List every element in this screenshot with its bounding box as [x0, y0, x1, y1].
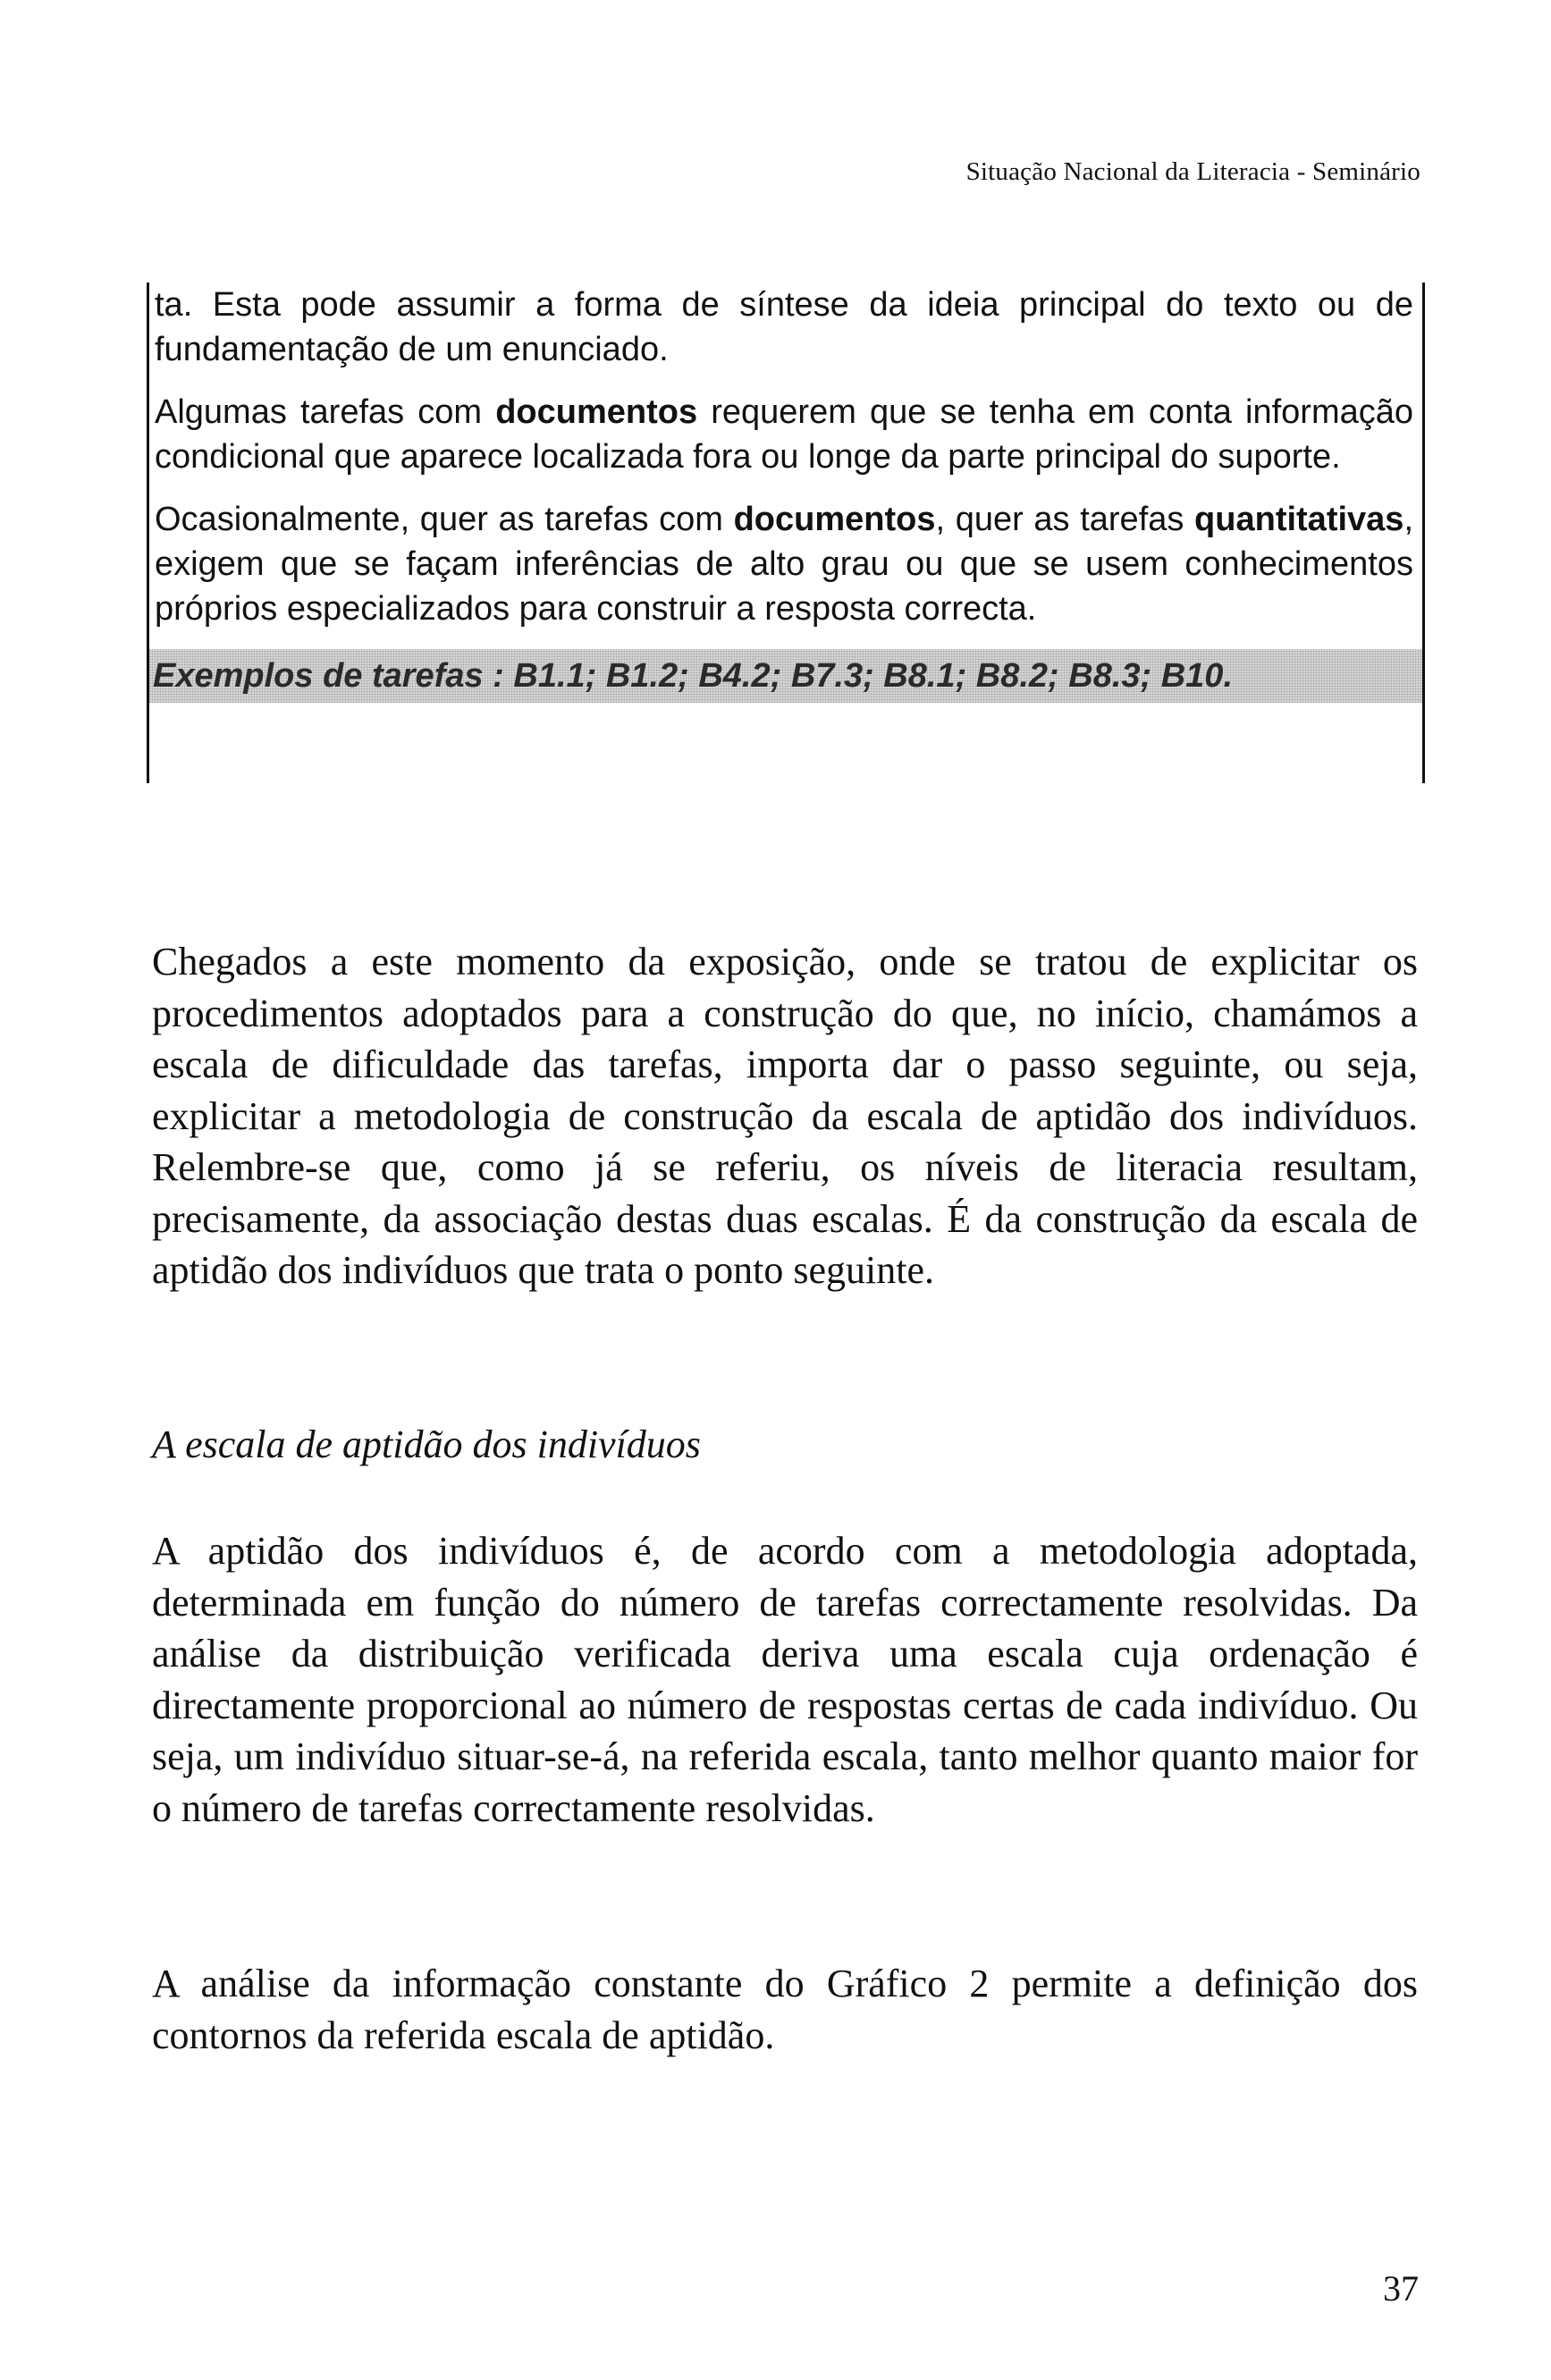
running-header: Situação Nacional da Literacia - Seminário: [965, 157, 1420, 186]
box-paragraph: ta. Esta pode assumir a forma de síntese da ideia principal do texto ou de fundamentação de um enunciado.: [155, 286, 1413, 368]
text-run: Algumas tarefas com: [155, 393, 496, 431]
highlight-box: [147, 283, 1425, 783]
body-paragraph: A análise da informação constante do Gráfico 2 permite a definição dos contornos da referida escala de aptidão.: [152, 1962, 1418, 2057]
body-paragraph: Chegados a este momento da exposição, onde se tratou de explicitar os procedimentos adoptados para a construção do que, no início, chamámos a escala de dificuldade das tarefas, importa dar o passo seguinte, ou seja, explicitar a metodologia de construção da escala de aptidão dos indivíduos. Relembre-se que, como já se referiu, os níveis de literacia resultam, precisamente, da associação destas duas escalas. É da construção da escala de aptidão dos indivíduos que trata o ponto seguinte.: [152, 940, 1418, 1292]
page-number: 37: [1383, 2268, 1419, 2308]
text-run: , quer as tarefas: [935, 501, 1195, 538]
section-heading: A escala de aptidão dos indivíduos: [152, 1422, 701, 1466]
bold-term: documentos: [495, 393, 698, 431]
box-paragraph: [155, 390, 1413, 479]
text-run: , exigem que se façam inferências de alto grau ou que se usem conhecimentos próprios especializados para construir a resposta correcta.: [155, 501, 1413, 628]
body-paragraph: A aptidão dos indivíduos é, de acordo com a metodologia adoptada, determinada em função do número de tarefas correctamente resolvidas. Da análise da distribuição verificada deriva uma escala cuja ordenação é directamente proporcional ao número de respostas certas de cada indivíduo. Ou seja, um indivíduo situar-se-á, na referida escala, tanto melhor quanto maior for o número de tarefas correctamente resolvidas.: [152, 1529, 1418, 1830]
text-run: Ocasionalmente, quer as tarefas com: [155, 501, 734, 538]
bold-term: quantitativas: [1194, 501, 1404, 538]
bold-term: documentos: [733, 501, 936, 538]
task-examples-bar: Exemplos de tarefas : B1.1; B1.2; B4.2; B7.3; B8.1; B8.2; B8.3; B10.: [149, 649, 1422, 703]
box-paragraph: [155, 497, 1413, 631]
text-run: requerem que se tenha em conta informação condicional que aparece localizada fora ou longe da parte principal do suporte.: [155, 393, 1414, 476]
